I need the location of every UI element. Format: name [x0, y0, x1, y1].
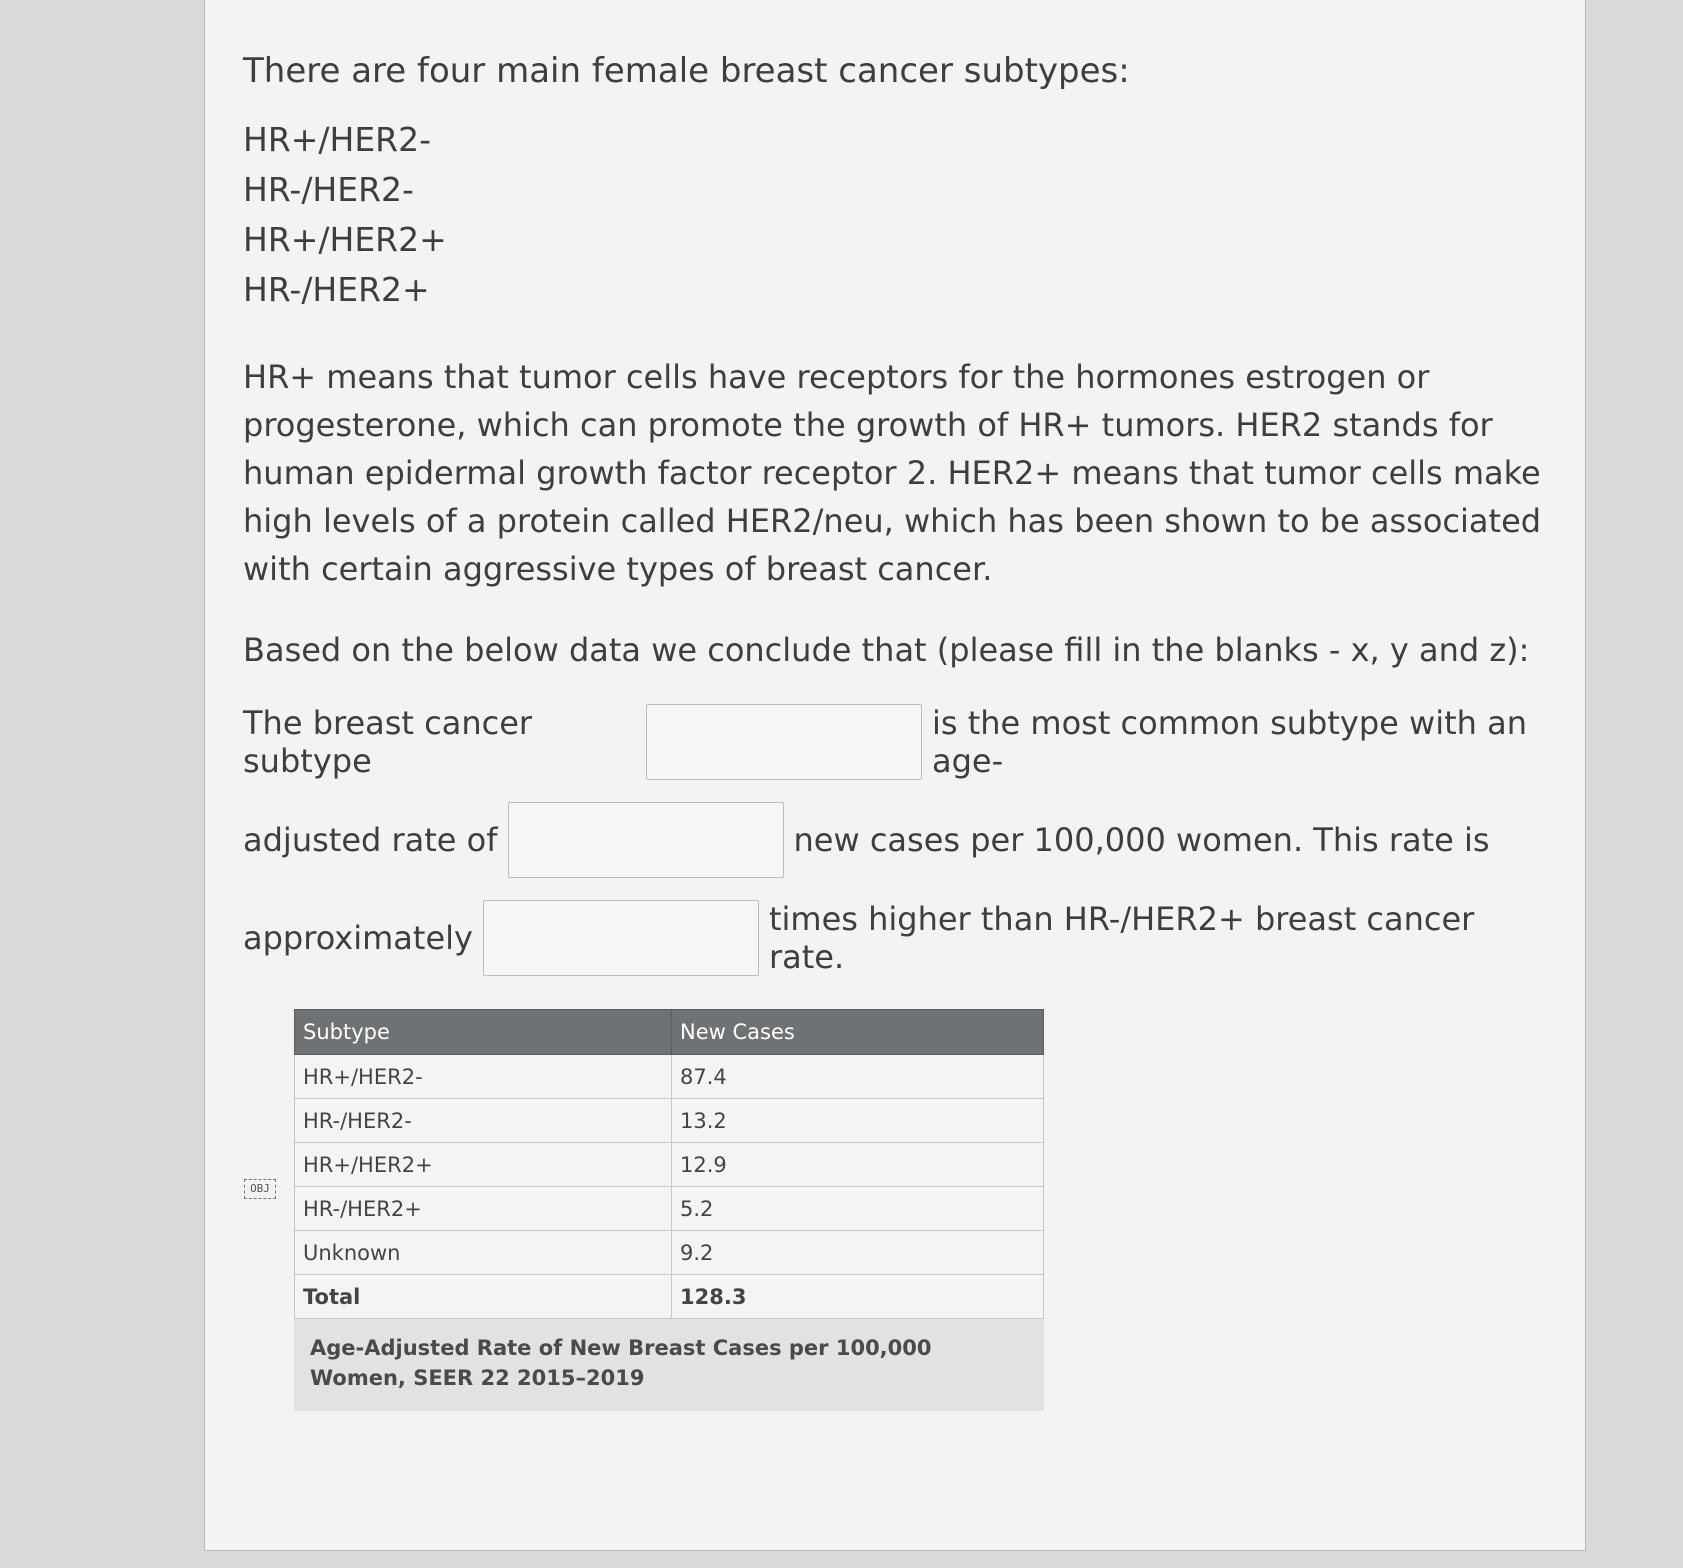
table-cell: HR+/HER2+ [295, 1143, 672, 1187]
subtype-item: HR-/HER2+ [243, 270, 430, 310]
fill-text: The breast cancer subtype [243, 704, 533, 781]
fill-text: adjusted rate of [243, 821, 498, 860]
table-cell: 12.9 [672, 1143, 1044, 1187]
fill-line-2 [243, 801, 1553, 879]
table-header-row [295, 1010, 1044, 1055]
table-cell: 9.2 [672, 1231, 1044, 1275]
table-total-row [295, 1275, 1044, 1319]
column-header-subtype: Subtype [295, 1010, 672, 1055]
table-cell: 5.2 [672, 1187, 1044, 1231]
table-caption: Age-Adjusted Rate of New Breast Cases per 100,000 Women, SEER 22 2015–2019 [294, 1319, 1044, 1411]
explanation-paragraph: HR+ means that tumor cells have receptors for the hormones estrogen or progesterone, which can promote the growth of HR+ tumors. HER2 stands for human epidermal growth factor receptor 2. HER2+ means that tumor cells make high levels of a protein called HER2/neu, which has been shown to be associated with certain aggressive types of breast cancer. [243, 358, 1542, 589]
fill-line-1 [243, 703, 1553, 781]
obj-icon[interactable]: OBJ [244, 1179, 276, 1199]
fill-line-3 [243, 899, 1553, 977]
subtype-item: HR-/HER2- [243, 170, 414, 210]
blank-y-input[interactable] [508, 802, 784, 878]
question-panel [204, 0, 1586, 1551]
table-row [295, 1055, 1044, 1099]
question-prompt: Based on the below data we conclude that (please fill in the blanks - x, y and z): [243, 631, 1530, 670]
blank-x-input[interactable] [646, 704, 922, 780]
fill-text: times higher than HR-/HER2+ breast cancer rate. [768, 900, 1475, 977]
question-content [243, 49, 1553, 997]
subtype-item: HR+/HER2- [243, 120, 432, 160]
data-table-container [294, 1009, 1044, 1411]
table-row [295, 1099, 1044, 1143]
table-cell: HR-/HER2- [295, 1099, 672, 1143]
column-header-new-cases: New Cases [672, 1010, 1044, 1055]
subtype-item: HR+/HER2+ [243, 220, 447, 260]
table-row [295, 1143, 1044, 1187]
fill-text: approximately [243, 919, 473, 958]
data-table [294, 1009, 1044, 1319]
subtype-list [243, 115, 1553, 315]
table-cell: HR-/HER2+ [295, 1187, 672, 1231]
table-row [295, 1187, 1044, 1231]
table-cell: 87.4 [672, 1055, 1044, 1099]
table-cell-total-label: Total [295, 1275, 672, 1319]
fill-text: new cases per 100,000 women. This rate is [793, 821, 1490, 860]
table-cell-total-value: 128.3 [672, 1275, 1044, 1319]
table-row [295, 1231, 1044, 1275]
table-cell: Unknown [295, 1231, 672, 1275]
table-cell: 13.2 [672, 1099, 1044, 1143]
table-cell: HR+/HER2- [295, 1055, 672, 1099]
intro-text: There are four main female breast cancer subtypes: [243, 51, 1130, 91]
fill-text: is the most common subtype with an age- [931, 704, 1527, 781]
blank-z-input[interactable] [483, 900, 759, 976]
